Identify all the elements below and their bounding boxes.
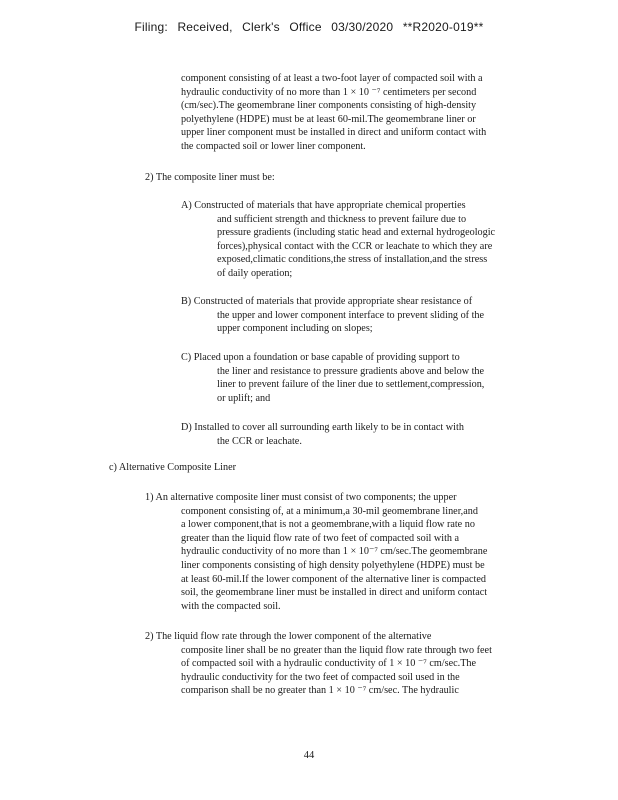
text-line: composite liner shall be no greater than the liquid flow rate through two feet [181,644,492,656]
text-line: hydraulic conductivity of no more than 1 × 10 ⁻⁷ centimeters per second [181,86,477,98]
sub-item-a [181,199,495,281]
sub-item-b [181,295,484,336]
text-line: at least 60-mil.If the lower component of the alternative liner is compacted [181,573,486,585]
text-line: liner components consisting of high density polyethylene (HDPE) must be [181,559,485,571]
text-line: upper component including on slopes; [217,323,373,335]
text-line: greater than the liquid flow rate of two feet of compacted soil with a [181,532,460,544]
alt-item-2 [145,630,492,698]
text-line: component consisting of, at a minimum,a 30-mil geomembrane liner,and [181,505,478,517]
text-line: 2) The liquid flow rate through the lower component of the alternative [145,631,432,642]
text-line: polyethylene (HDPE) must be at least 60-mil.The geomembrane liner or [181,113,476,125]
section-c-heading: c) Alternative Composite Liner [109,462,237,473]
text-line: or uplift; and [217,392,271,404]
page-number: 44 [303,750,315,761]
text-line: hydraulic conductivity for the two feet of compacted soil used in the [181,671,460,683]
text-line: exposed,climatic conditions,the stress of installation,and the stress [217,254,488,266]
item-2-lead: 2) The composite liner must be: [145,172,275,183]
intro-paragraph [181,72,486,154]
alt-item-1 [145,491,487,613]
text-line: soil, the geomembrane liner must be installed in direct and uniform contact [181,587,488,599]
text-line: B) Constructed of materials that provide appropriate shear resistance of [181,296,473,307]
text-line: A) Constructed of materials that have appropriate chemical properties [181,200,466,211]
text-line: hydraulic conductivity of no more than 1 × 10⁻⁷ cm/sec.The geomembrane [181,546,488,558]
sub-item-d [181,421,464,448]
text-line: of compacted soil with a hydraulic conductivity of 1 × 10 ⁻⁷ cm/sec.The [181,658,477,670]
text-line: 1) An alternative composite liner must consist of two components; the upper [145,492,457,503]
text-line: the liner and resistance to pressure gradients above and below the [217,365,485,377]
text-line: a lower component,that is not a geomembrane,with a liquid flow rate no [181,519,475,531]
text-line: pressure gradients (including static head and external hydrogeologic [217,227,496,239]
filing-header: Filing: Received, Clerk's Office 03/30/2020 **R2020-019** [134,20,484,34]
text-line: C) Placed upon a foundation or base capable of providing support to [181,352,460,363]
text-line: of daily operation; [217,267,293,279]
text-line: liner to prevent failure of the liner due to settlement,compression, [217,379,485,391]
text-line: forces),physical contact with the CCR or leachate to which they are [217,240,493,252]
text-line: D) Installed to cover all surrounding earth likely to be in contact with [181,422,464,433]
text-line: (cm/sec).The geomembrane liner components consisting of high-density [181,100,477,112]
text-line: upper liner component must be installed in direct and uniform contact with [181,127,487,139]
text-line: and sufficient strength and thickness to prevent failure due to [217,213,467,225]
text-line: the CCR or leachate. [217,435,302,447]
text-line: with the compacted soil. [181,600,281,612]
text-line: component consisting of at least a two-foot layer of compacted soil with a [181,73,483,84]
text-line: comparison shall be no greater than 1 × 10 ⁻⁷ cm/sec. The hydraulic [181,685,459,697]
sub-item-c [181,351,484,405]
text-line: the upper and lower component interface to prevent sliding of the [217,309,485,321]
text-line: the compacted soil or lower liner component. [181,140,366,152]
